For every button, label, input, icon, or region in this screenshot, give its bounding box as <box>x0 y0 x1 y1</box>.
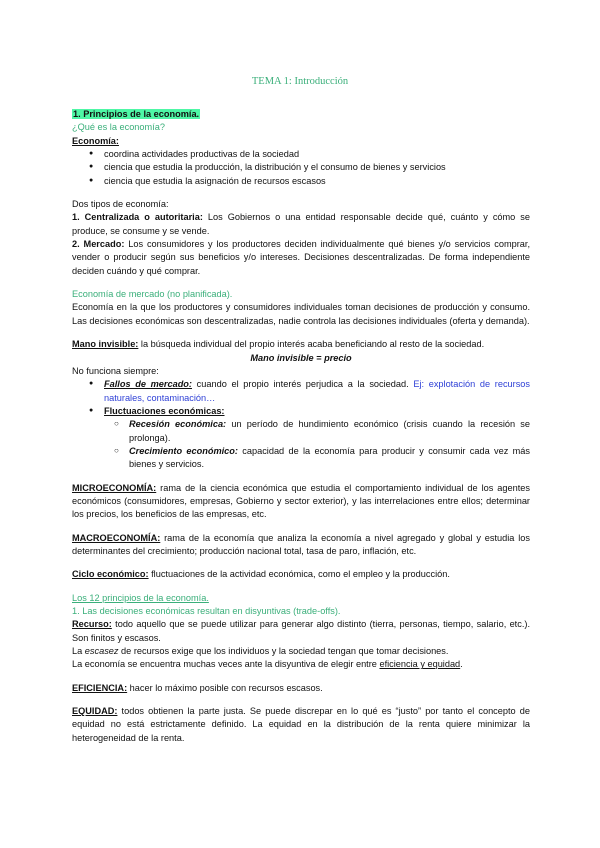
principios-heading: Los 12 principios de la economía. <box>72 592 209 603</box>
economia-definition-list <box>72 148 530 188</box>
microeconomia-def: MICROECONOMÍA: rama de la ciencia económica que estudia el comportamiento individual de los agentes económicos (consumidores, empresas, Gobierno y sector exterior), y las interrelaciones entre ellos; determinar los precios, los beneficios de las empresas, etc. <box>72 482 530 520</box>
list-item: ● coordina actividades productivas de la sociedad <box>72 148 530 161</box>
fluctuaciones-sublist <box>72 418 530 471</box>
dos-tipos-label: Dos tipos de economía: <box>72 199 169 210</box>
list-item-fallos: ● Fallos de mercado: cuando el propio interés perjudica a la sociedad. Ej: explotación de recursos naturales, contaminación… <box>72 378 530 405</box>
disyuntiva-text: La economía se encuentra muchas veces ante la disyuntiva de elegir entre eficiencia y equidad. <box>72 659 463 670</box>
escasez-text: La escasez de recursos exige que los individuos y la sociedad tengan que tomar decisiones. <box>72 646 449 657</box>
principio-1: 1. Las decisiones económicas resultan en disyuntivas (trade-offs). <box>72 606 341 616</box>
mano-invisible-equation: Mano invisible = precio <box>250 352 352 363</box>
equidad-def: EQUIDAD: todos obtienen la parte justa. Se puede discrepar en lo qué es “justo” por tanto el concepto de equidad no está estrictamente definido. La equidad en la distribución de la renta quiere minimizar la heterogeneidad de la renta. <box>72 706 530 743</box>
macroeconomia-def: MACROECONOMÍA: rama de la economía que analiza la economía a nivel agregado y global y estudia los determinantes del crecimiento; producción nacional total, tasa de paro, inflación, etc. <box>72 532 530 556</box>
list-item: ● ciencia que estudia la producción, la distribución y el consumo de bienes y servicios <box>72 161 530 174</box>
mercado-text: Economía en la que los productores y consumidores individuales toman decisiones de producción y consumo. Las decisiones económicas son descentralizadas, nadie controla las decisiones individuales (oferta y demanda). <box>72 302 530 326</box>
tipo-centralizada: 1. Centralizada o autoritaria: Los Gobiernos o una entidad responsable decide qué, cuánto y cómo se produce, se consume y se vende. <box>72 212 530 236</box>
tipo-mercado: 2. Mercado: Los consumidores y los productores deciden individualmente qué bienes y/o servicios comprar, vender o producir según sus beneficios y/o intereses. Decisiones descentralizadas. De forma independiente deciden cuándo y qué comprar. <box>72 239 530 276</box>
no-funciona-list <box>72 378 530 418</box>
list-item-fluctuaciones: ● Fluctuaciones económicas: <box>72 405 530 418</box>
document-title: TEMA 1: Introducción <box>251 76 349 87</box>
eficiencia-def: EFICIENCIA: hacer lo máximo posible con recursos escasos. <box>72 682 323 693</box>
mercado-heading: Economía de mercado (no planificada). <box>72 289 233 300</box>
recurso-def: Recurso: todo aquello que se puede utilizar para generar algo distinto (tierra, personas, tiempo, salario, etc.). Son finitos y escasos. <box>72 619 530 643</box>
list-item-recesion: ○ Recesión económica: un período de hundimiento económico (crisis cuando la recesión se prolonga). <box>72 418 530 445</box>
document-body <box>72 108 530 745</box>
list-item: ● ciencia que estudia la asignación de recursos escasos <box>72 175 530 188</box>
question-heading: ¿Qué es la economía? <box>72 122 165 133</box>
section-heading-principios: 1. Principios de la economía. <box>73 109 200 119</box>
ciclo-economico-def: Ciclo económico: fluctuaciones de la actividad económica, como el empleo y la producción. <box>72 569 450 580</box>
list-item-crecimiento: ○ Crecimiento económico: capacidad de la economía para producir y consumir cada vez más bienes y servicios. <box>72 445 530 472</box>
no-funciona-label: No funciona siempre: <box>72 365 159 376</box>
economia-label: Economía: <box>72 135 119 146</box>
mano-invisible: Mano invisible: la búsqueda individual del propio interés acaba beneficiando al resto de la sociedad. <box>72 339 485 350</box>
